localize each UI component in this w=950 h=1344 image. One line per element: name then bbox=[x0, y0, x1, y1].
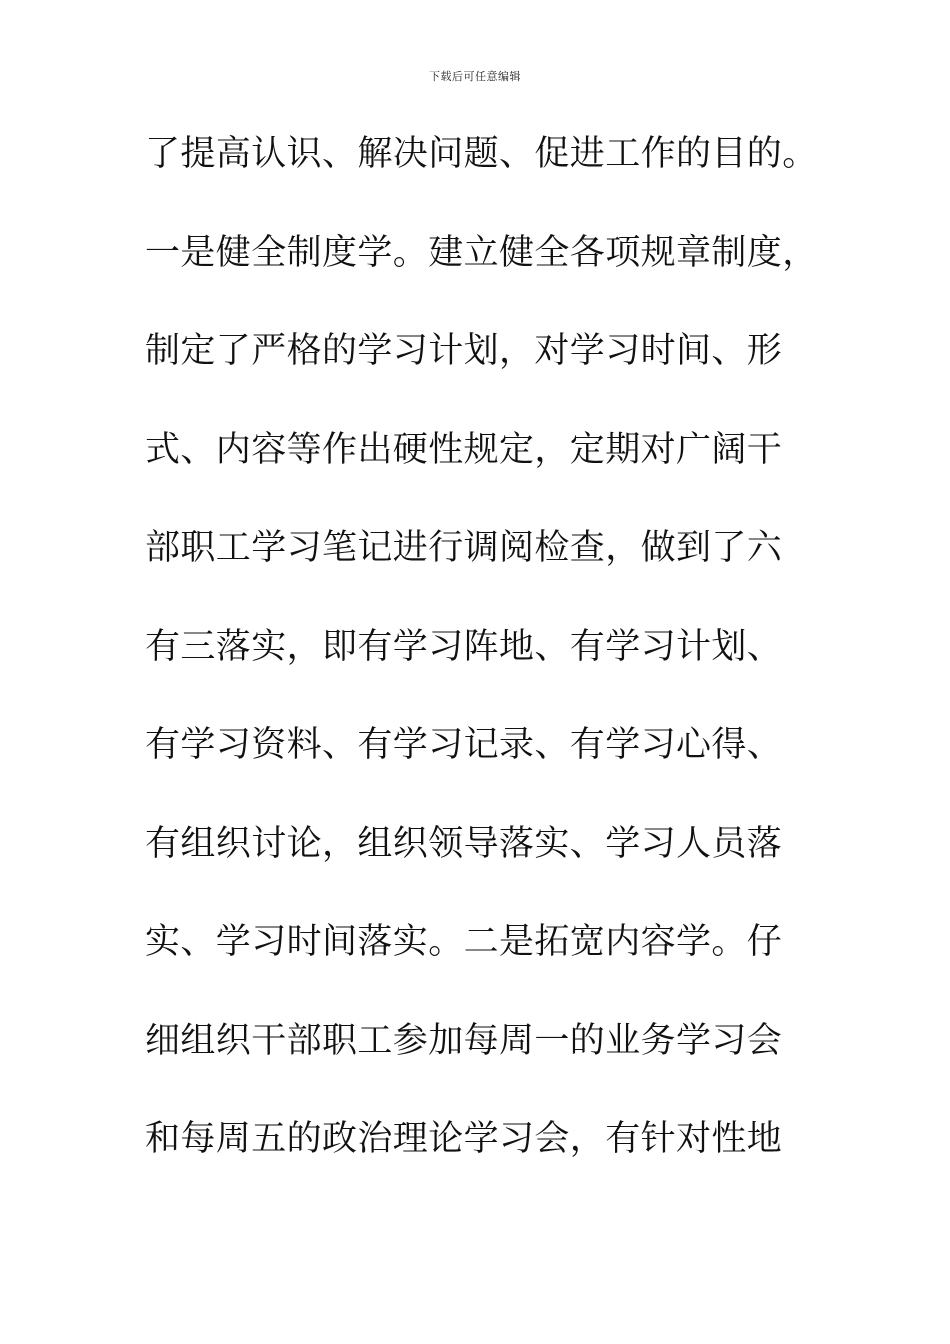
text-line: 有学习资料、有学习记录、有学习心得、 bbox=[145, 725, 783, 765]
text-line: 制定了严格的学习计划，对学习时间、形 bbox=[145, 331, 783, 371]
text-line: 式、内容等作出硬性规定，定期对广阔干 bbox=[145, 429, 783, 470]
text-line: 有三落实，即有学习阵地、有学习计划、 bbox=[145, 626, 783, 667]
text-line: 了提高认识、解决问题、促进工作的目的。 bbox=[145, 134, 818, 174]
text-line: 有组织讨论，组织领导落实、学习人员落 bbox=[145, 823, 783, 864]
text-line: 细组织干部职工参加每周一的业务学习会 bbox=[145, 1020, 783, 1061]
body-text bbox=[145, 128, 825, 1212]
header-note: 下载后可任意编辑 bbox=[429, 70, 521, 83]
text-line: 部职工学习笔记进行调阅检查，做到了六 bbox=[145, 528, 783, 568]
text-line: 一是健全制度学。建立健全各项规章制度， bbox=[145, 232, 818, 273]
text-line: 实、学习时间落实。二是拓宽内容学。仔 bbox=[145, 922, 783, 962]
text-line: 和每周五的政治理论学习会，有针对性地 bbox=[145, 1119, 783, 1159]
